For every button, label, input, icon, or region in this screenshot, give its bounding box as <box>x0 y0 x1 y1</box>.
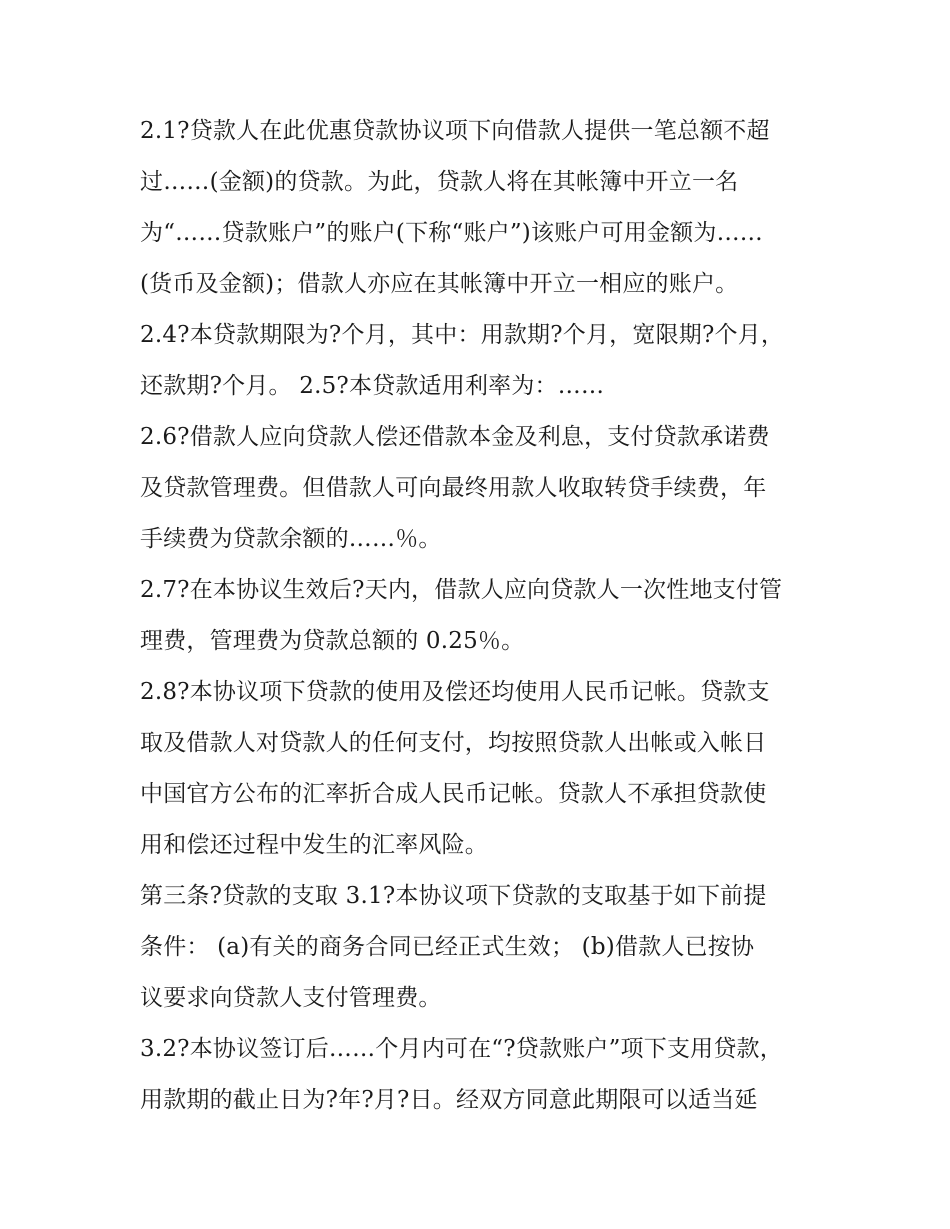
text-line: 议要求向贷款人支付管理费。 <box>140 985 442 1011</box>
text-line: 取及借款人对贷款人的任何支付，均按照贷款人出帐或入帐日 <box>140 730 767 756</box>
text-line: 条件： (a)有关的商务合同已经正式生效； (b)借款人已按协 <box>140 934 755 960</box>
text-line: 3.2?本协议签订后……个月内可在“?贷款账户”项下支用贷款， <box>140 1036 783 1062</box>
text-line: 2.4?本贷款期限为?个月，其中：用款期?个月，宽限期?个月， <box>140 322 785 348</box>
text-line: (货币及金额)；借款人亦应在其帐簿中开立一相应的账户。 <box>140 271 739 297</box>
text-line: 过……(金额)的贷款。为此，贷款人将在其帐簿中开立一名 <box>140 169 739 195</box>
text-line: 2.6?借款人应向贷款人偿还借款本金及利息，支付贷款承诺费 <box>140 424 770 450</box>
text-line: 手续费为贷款余额的……％。 <box>140 526 442 552</box>
text-line: 理费，管理费为贷款总额的 0.25％。 <box>140 628 525 654</box>
document-body <box>140 106 830 1126</box>
text-line: 用款期的截止日为?年?月?日。经双方同意此期限可以适当延 <box>140 1087 758 1113</box>
text-line: 2.8?本协议项下贷款的使用及偿还均使用人民币记帐。贷款支 <box>140 679 770 705</box>
text-line: 2.7?在本协议生效后?天内，借款人应向贷款人一次性地支付管 <box>140 577 783 603</box>
text-line: 中国官方公布的汇率折合成人民币记帐。贷款人不承担贷款使 <box>140 781 767 807</box>
text-line: 还款期?个月。 2.5?本贷款适用利率为：…… <box>140 373 605 399</box>
text-line: 第三条?贷款的支取 3.1?本协议项下贷款的支取基于如下前提 <box>140 883 767 909</box>
text-line: 2.1?贷款人在此优惠贷款协议项下向借款人提供一笔总额不超 <box>140 118 770 144</box>
text-line: 用和偿还过程中发生的汇率风险。 <box>140 832 488 858</box>
text-line: 及贷款管理费。但借款人可向最终用款人收取转贷手续费，年 <box>140 475 767 501</box>
text-line: 为“……贷款账户”的账户(下称“账户”)该账户可用金额为…… <box>140 220 763 246</box>
